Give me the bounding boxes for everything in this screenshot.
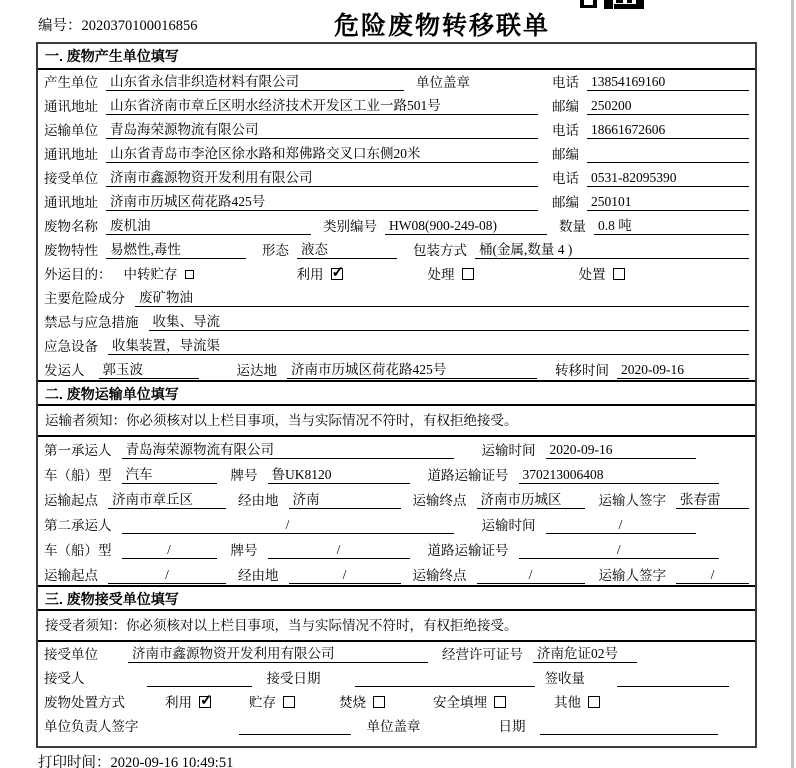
sender-value: 郭玉波 [99, 361, 199, 379]
checkbox-icon [185, 270, 194, 279]
manifest-form [36, 42, 757, 748]
unit-seal-label: 单位盖章 [416, 75, 470, 90]
page-edge-line [791, 0, 794, 768]
receive-unit-value: 济南市鑫源物资开发利用有限公司 [128, 645, 428, 663]
purpose-option-dispose [579, 263, 625, 283]
purpose-option-label: 中转贮存 [123, 267, 178, 282]
serial-value: 2020370100016856 [81, 18, 198, 34]
purpose-option-transfer-storage [124, 263, 194, 283]
route-start-label: 运输起点 [44, 493, 98, 508]
receiver-zip-value: 250101 [587, 193, 749, 211]
producer-phone-label: 电话 [552, 75, 579, 90]
receive-unit-label: 接受单位 [44, 647, 98, 662]
receive-date-label: 接受日期 [266, 671, 321, 686]
transfer-time-label: 转移时间 [555, 363, 609, 378]
receive-date-value [355, 670, 535, 687]
transfer-time-value: 2020-09-16 [617, 361, 749, 379]
print-time [38, 751, 233, 768]
emergency-equipment-value: 收集装置，导流渠 [108, 337, 749, 355]
road-license-value: 370213006408 [519, 466, 720, 484]
sender-label: 发运人 [44, 363, 85, 378]
route2-end-value: / [477, 566, 585, 584]
serial-label: 编号： [38, 18, 82, 34]
operating-license-value: 济南危证02号 [533, 645, 637, 663]
packing-value: 桶(金属,数量 4 ) [475, 241, 749, 259]
transport-time-label: 运输时间 [481, 443, 536, 458]
category-code-value: HW08(900-249-08) [385, 217, 547, 235]
purpose-option-label: 处理 [427, 267, 455, 282]
vehicle2-row [38, 537, 755, 562]
second-carrier-row [38, 512, 755, 537]
route-end-label: 运输终点 [412, 493, 467, 508]
disposal-option-store [249, 691, 295, 711]
hazard-component-row [38, 286, 755, 310]
transport-time2-label: 运输时间 [481, 518, 536, 533]
purpose-option-utilize [297, 263, 343, 283]
packing-label: 包装方式 [413, 243, 467, 258]
transporter-address-label: 通讯地址 [44, 147, 98, 162]
first-carrier-value: 青岛海荣源物流有限公司 [122, 441, 454, 459]
checkbox-icon [373, 696, 385, 708]
carrier-signature-value: 张春雷 [676, 491, 749, 509]
receiver-address-value: 济南市历城区荷花路425号 [106, 193, 538, 211]
receiver-notice: 接受者须知：你必须核对以上栏目事项，当与实际情况不符时，有权拒绝接受。 [38, 611, 755, 642]
producer-value: 山东省永信非织造材料有限公司 [106, 73, 404, 91]
purpose-option-treat [428, 263, 474, 283]
serial-number [38, 14, 198, 35]
route-start-value: 济南市章丘区 [108, 491, 226, 509]
vehicle-type2-value: / [122, 541, 217, 559]
qr-code-icon [580, 0, 644, 9]
disposal-method-label: 废物处置方式 [44, 695, 125, 710]
plate-number-value: 鲁UK8120 [268, 466, 410, 484]
producer-label: 产生单位 [44, 75, 98, 90]
transport-time-value: 2020-09-16 [546, 441, 696, 459]
producer-zip-label: 邮编 [552, 99, 579, 114]
waste-property-label: 废物特性 [44, 243, 98, 258]
disposal-option-utilize [165, 691, 211, 711]
receiver-phone-label: 电话 [552, 171, 579, 186]
waste-property-row [38, 238, 755, 262]
disposal-method-row [38, 690, 755, 714]
destination-label: 运达地 [236, 363, 277, 378]
checkbox-checked-icon [199, 696, 211, 708]
producer-address-value: 山东省济南市章丘区明水经济技术开发区工业一路501号 [106, 97, 538, 115]
route-via-label: 经由地 [238, 493, 279, 508]
operating-license-label: 经营许可证号 [442, 647, 523, 662]
route2-start-value: / [108, 566, 226, 584]
plate-number2-label: 牌号 [230, 543, 258, 558]
first-carrier-row [38, 437, 755, 462]
route2-start-label: 运输起点 [44, 568, 98, 583]
carrier2-signature-value: / [676, 566, 749, 584]
receiver-zip-label: 邮编 [552, 195, 579, 210]
receiver-address-label: 通讯地址 [44, 195, 98, 210]
checkbox-checked-icon [331, 268, 343, 280]
receive-person-value [147, 670, 252, 687]
waste-name-value: 废机油 [106, 217, 311, 235]
responsible-signature-row [38, 714, 755, 738]
receive-person-label: 接受人 [44, 671, 85, 686]
dispatch-row [38, 358, 755, 382]
vehicle-type-value: 汽车 [122, 466, 217, 484]
emergency-measures-row [38, 310, 755, 334]
destination-value: 济南市历城区荷花路425号 [287, 361, 537, 379]
disposal-option-label: 安全填埋 [433, 695, 487, 710]
checkbox-icon [494, 696, 506, 708]
transporter-value: 青岛海荣源物流有限公司 [106, 121, 538, 139]
vehicle1-row [38, 462, 755, 487]
receiver-address-row [38, 190, 755, 214]
waste-property-value: 易燃性,毒性 [106, 241, 246, 259]
transporter-row [38, 118, 755, 142]
transporter-phone-label: 电话 [552, 123, 579, 138]
producer-address-row [38, 94, 755, 118]
hazard-component-label: 主要危险成分 [44, 291, 125, 306]
date-label: 日期 [498, 719, 526, 734]
waste-name-row [38, 214, 755, 238]
first-carrier-label: 第一承运人 [44, 443, 112, 458]
producer-address-label: 通讯地址 [44, 99, 98, 114]
carrier2-signature-label: 运输人签字 [598, 568, 666, 583]
receiver-value: 济南市鑫源物资开发利用有限公司 [106, 169, 538, 187]
quantity-value: 0.8 吨 [594, 217, 749, 235]
unit-seal2-label: 单位盖章 [366, 719, 421, 734]
signed-quantity-value [617, 670, 729, 687]
route-via-value: 济南 [289, 491, 401, 509]
transfer-purpose-row [38, 262, 755, 286]
route2-end-label: 运输终点 [412, 568, 467, 583]
checkbox-icon [283, 696, 295, 708]
emergency-measures-value: 收集、导流 [149, 313, 750, 331]
checkbox-icon [588, 696, 600, 708]
route2-via-label: 经由地 [238, 568, 279, 583]
route1-row [38, 487, 755, 512]
receive-person-row [38, 666, 755, 690]
section1-title: 一. 废物产生单位填写 [38, 44, 755, 70]
category-code-label: 类别编号 [323, 219, 377, 234]
transporter-zip-value [587, 146, 749, 163]
emergency-equipment-row [38, 334, 755, 358]
disposal-option-label: 贮存 [249, 695, 276, 710]
disposal-option-incinerate [339, 691, 385, 711]
signed-quantity-label: 签收量 [544, 671, 585, 686]
route-end-value: 济南市历城区 [477, 491, 585, 509]
producer-row [38, 70, 755, 94]
road-license-label: 道路运输证号 [427, 468, 509, 483]
checkbox-icon [613, 268, 625, 280]
receiver-phone-value: 0531-82095390 [587, 169, 749, 187]
print-time-value: 2020-09-16 10:49:51 [110, 755, 234, 768]
checkbox-icon [462, 268, 474, 280]
purpose-option-label: 处置 [578, 267, 606, 282]
receiver-label: 接受单位 [44, 171, 98, 186]
vehicle-type2-label: 车（船）型 [44, 543, 112, 558]
quantity-label: 数量 [559, 219, 586, 234]
producer-phone-value: 13854169160 [587, 73, 749, 91]
route2-via-value: / [289, 566, 401, 584]
disposal-option-label: 焚烧 [339, 695, 366, 710]
hazard-component-value: 废矿物油 [135, 289, 749, 307]
second-carrier-value: / [122, 516, 454, 534]
disposal-option-other [554, 691, 600, 711]
second-carrier-label: 第二承运人 [44, 518, 112, 533]
road-license2-label: 道路运输证号 [427, 543, 509, 558]
responsible-signature-label: 单位负责人签字 [44, 719, 139, 734]
producer-zip-value: 250200 [587, 97, 749, 115]
emergency-measures-label: 禁忌与应急措施 [44, 315, 139, 330]
transporter-phone-value: 18661672606 [587, 121, 749, 139]
transfer-purpose-label: 外运目的： [44, 267, 112, 282]
waste-form-label: 形态 [262, 243, 289, 258]
section3-title: 三. 废物接受单位填写 [38, 585, 755, 611]
receiver-row [38, 166, 755, 190]
disposal-option-label: 其他 [554, 695, 581, 710]
page-title: 危险废物转移联单 [334, 12, 551, 40]
waste-form-value: 液态 [297, 241, 397, 259]
disposal-option-label: 利用 [165, 695, 192, 710]
disposal-option-landfill [433, 691, 506, 711]
receive-unit-row [38, 642, 755, 666]
transporter-zip-label: 邮编 [552, 147, 579, 162]
vehicle-type-label: 车（船）型 [44, 468, 112, 483]
emergency-equipment-label: 应急设备 [44, 339, 98, 354]
responsible-signature-value [239, 718, 351, 735]
transport-time2-value: / [546, 516, 696, 534]
print-time-label: 打印时间： [38, 755, 111, 768]
section2-title: 二. 废物运输单位填写 [38, 380, 755, 406]
transporter-notice: 运输者须知：你必须核对以上栏目事项，当与实际情况不符时，有权拒绝接受。 [38, 406, 755, 437]
waste-name-label: 废物名称 [44, 219, 98, 234]
plate-number-label: 牌号 [230, 468, 258, 483]
plate-number2-value: / [268, 541, 410, 559]
carrier-signature-label: 运输人签字 [598, 493, 666, 508]
transporter-address-row [38, 142, 755, 166]
date-value [540, 718, 718, 735]
purpose-option-label: 利用 [296, 267, 324, 282]
road-license2-value: / [519, 541, 720, 559]
route2-row [38, 562, 755, 587]
transporter-address-value: 山东省青岛市李沧区徐水路和郑佛路交叉口东侧20米 [106, 145, 538, 163]
transporter-label: 运输单位 [44, 123, 98, 138]
